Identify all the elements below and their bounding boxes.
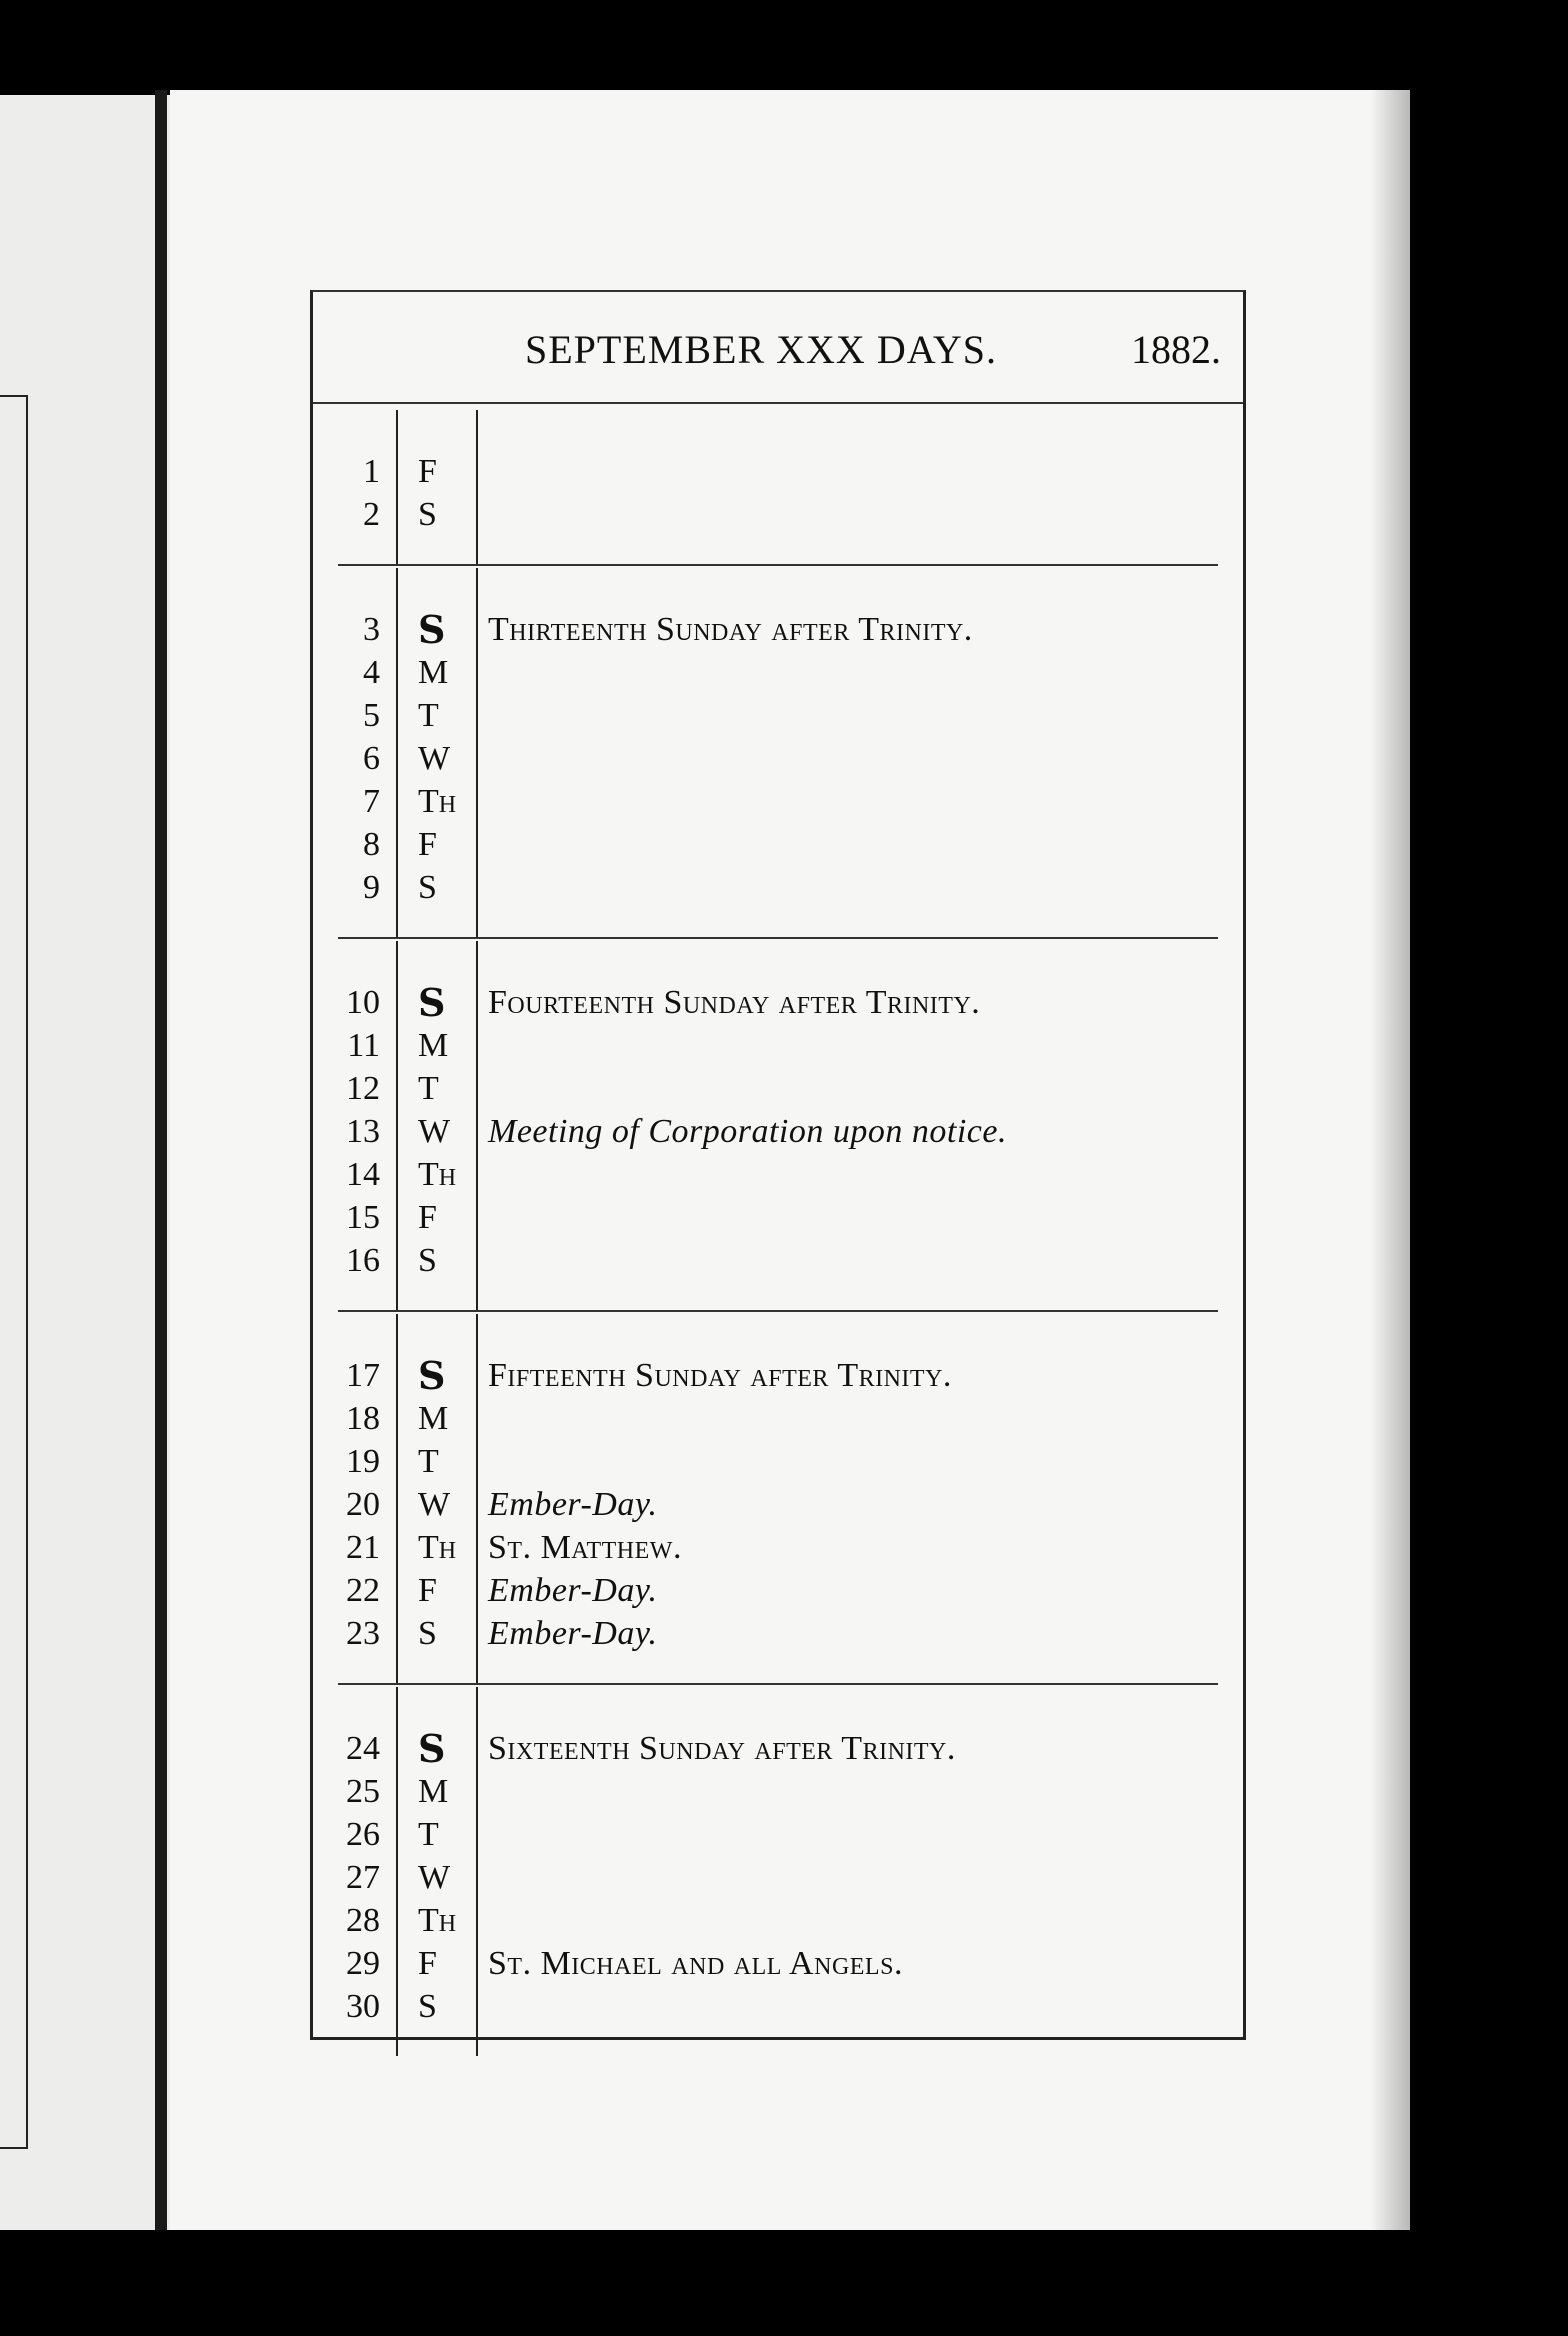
events-column bbox=[488, 1314, 1208, 1655]
weekday-letter: S bbox=[418, 869, 437, 906]
weekday-letter: M bbox=[418, 654, 449, 691]
date-number: 9 bbox=[363, 869, 380, 906]
weekday-letter: Th bbox=[418, 783, 457, 820]
weekday-column bbox=[398, 1687, 478, 2056]
weekday-letter: Th bbox=[418, 1529, 457, 1566]
calendar-event: Ember-Day. bbox=[488, 1615, 658, 1652]
date-number: 21 bbox=[346, 1529, 380, 1566]
events-column bbox=[488, 941, 1208, 1282]
date-number: 14 bbox=[346, 1156, 380, 1193]
empty-event-slot bbox=[488, 1397, 1208, 1440]
date-number: 28 bbox=[346, 1902, 380, 1939]
date-number: 11 bbox=[347, 1027, 380, 1064]
date-column bbox=[338, 1687, 398, 2056]
date-number: 18 bbox=[346, 1400, 380, 1437]
date-column bbox=[338, 1314, 398, 1683]
weekday-letter: W bbox=[418, 1859, 451, 1896]
date-number: 2 bbox=[363, 496, 380, 533]
weekday-letter: S bbox=[418, 1242, 437, 1279]
weekday-column bbox=[398, 941, 478, 1310]
events-column bbox=[488, 410, 1208, 536]
date-column bbox=[338, 941, 398, 1310]
weekday-letter: F bbox=[418, 453, 437, 490]
book-spine bbox=[155, 90, 167, 2230]
empty-event-slot bbox=[488, 1024, 1208, 1067]
weekday-letter: W bbox=[418, 1113, 451, 1150]
empty-event-slot bbox=[488, 1813, 1208, 1856]
weekday-column bbox=[398, 568, 478, 937]
date-number: 16 bbox=[346, 1242, 380, 1279]
weekday-letter: T bbox=[418, 697, 439, 734]
date-number: 20 bbox=[346, 1486, 380, 1523]
date-number: 29 bbox=[346, 1945, 380, 1982]
empty-event-slot bbox=[488, 1440, 1208, 1483]
empty-event-slot bbox=[488, 1067, 1208, 1110]
empty-event-slot bbox=[488, 651, 1208, 694]
weekday-letter: W bbox=[418, 740, 451, 777]
empty-event-slot bbox=[488, 1239, 1208, 1282]
empty-event-slot bbox=[488, 737, 1208, 780]
date-number: 13 bbox=[346, 1113, 380, 1150]
date-number: 23 bbox=[346, 1615, 380, 1652]
calendar-event: Fourteenth Sunday after Trinity. bbox=[488, 984, 981, 1021]
weekday-letter: S bbox=[418, 496, 437, 533]
weekday-column bbox=[398, 410, 478, 564]
weekday-letter: T bbox=[418, 1070, 439, 1107]
weekday-letter: S bbox=[418, 1615, 437, 1652]
date-number: 8 bbox=[363, 826, 380, 863]
weekday-letter: S bbox=[418, 1726, 446, 1771]
date-number: 27 bbox=[346, 1859, 380, 1896]
week-block bbox=[338, 1687, 1218, 2056]
calendar-event: St. Matthew. bbox=[488, 1529, 682, 1566]
weekday-column bbox=[398, 1314, 478, 1683]
page-edge-shadow bbox=[1370, 90, 1410, 2230]
empty-event-slot bbox=[488, 450, 1208, 493]
date-number: 15 bbox=[346, 1199, 380, 1236]
weekday-letter: F bbox=[418, 826, 437, 863]
year-label: 1882. bbox=[1131, 327, 1221, 372]
facing-page bbox=[0, 95, 170, 2235]
date-number: 30 bbox=[346, 1988, 380, 2025]
weekday-letter: T bbox=[418, 1816, 439, 1853]
weekday-letter: M bbox=[418, 1773, 449, 1810]
events-column bbox=[488, 568, 1208, 909]
calendar-frame bbox=[310, 290, 1246, 2040]
date-number: 1 bbox=[363, 453, 380, 490]
weekday-letter: S bbox=[418, 980, 446, 1025]
events-column bbox=[488, 1687, 1208, 2028]
weekday-letter: Th bbox=[418, 1902, 457, 1939]
date-number: 26 bbox=[346, 1816, 380, 1853]
date-number: 17 bbox=[346, 1357, 380, 1394]
weekday-letter: F bbox=[418, 1199, 437, 1236]
date-number: 12 bbox=[346, 1070, 380, 1107]
calendar-event: Ember-Day. bbox=[488, 1486, 658, 1523]
empty-event-slot bbox=[488, 1856, 1208, 1899]
empty-event-slot bbox=[488, 823, 1208, 866]
date-number: 3 bbox=[363, 611, 380, 648]
weekday-letter: M bbox=[418, 1400, 449, 1437]
weekday-letter: M bbox=[418, 1027, 449, 1064]
calendar-header bbox=[313, 292, 1243, 404]
weekday-letter: Th bbox=[418, 1156, 457, 1193]
date-column bbox=[338, 568, 398, 937]
empty-event-slot bbox=[488, 694, 1208, 737]
calendar-event: Fifteenth Sunday after Trinity. bbox=[488, 1357, 952, 1394]
empty-event-slot bbox=[488, 780, 1208, 823]
week-block bbox=[338, 410, 1218, 566]
calendar-event: Ember-Day. bbox=[488, 1572, 658, 1609]
date-column bbox=[338, 410, 398, 564]
empty-event-slot bbox=[488, 1770, 1208, 1813]
weekday-letter: T bbox=[418, 1443, 439, 1480]
calendar-event: Thirteenth Sunday after Trinity. bbox=[488, 611, 973, 648]
empty-event-slot bbox=[488, 866, 1208, 909]
empty-event-slot bbox=[488, 493, 1208, 536]
weekday-letter: S bbox=[418, 1353, 446, 1398]
date-number: 19 bbox=[346, 1443, 380, 1480]
weekday-letter: F bbox=[418, 1945, 437, 1982]
date-number: 4 bbox=[363, 654, 380, 691]
scan-border bbox=[0, 2230, 1568, 2336]
empty-event-slot bbox=[488, 1985, 1208, 2028]
week-block bbox=[338, 941, 1218, 1312]
date-number: 6 bbox=[363, 740, 380, 777]
weekday-letter: S bbox=[418, 1988, 437, 2025]
date-number: 7 bbox=[363, 783, 380, 820]
date-number: 24 bbox=[346, 1730, 380, 1767]
empty-event-slot bbox=[488, 1899, 1208, 1942]
facing-page-rule bbox=[0, 395, 28, 2149]
empty-event-slot bbox=[488, 1196, 1208, 1239]
empty-event-slot bbox=[488, 1153, 1208, 1196]
date-number: 25 bbox=[346, 1773, 380, 1810]
date-number: 22 bbox=[346, 1572, 380, 1609]
date-number: 10 bbox=[346, 984, 380, 1021]
weekday-letter: W bbox=[418, 1486, 451, 1523]
date-number: 5 bbox=[363, 697, 380, 734]
weekday-letter: F bbox=[418, 1572, 437, 1609]
weekday-letter: S bbox=[418, 607, 446, 652]
calendar-event: Meeting of Corporation upon notice. bbox=[488, 1113, 1007, 1150]
month-title: SEPTEMBER XXX DAYS. bbox=[525, 327, 998, 372]
calendar-event: Sixteenth Sunday after Trinity. bbox=[488, 1730, 956, 1767]
week-block bbox=[338, 568, 1218, 939]
calendar-event: St. Michael and all Angels. bbox=[488, 1945, 903, 1982]
week-block bbox=[338, 1314, 1218, 1685]
